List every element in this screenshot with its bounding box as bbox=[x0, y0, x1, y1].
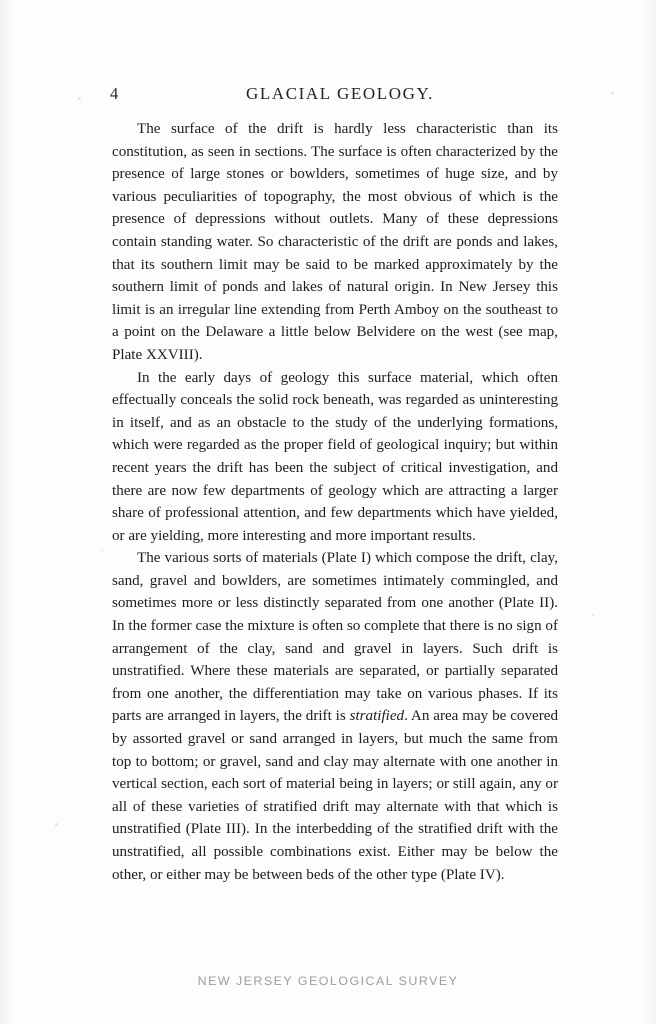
paragraph: The surface of the drift is hardly less characteristic than its constitution, as seen in sections. The surface is often characterized by the presence of large stones or bowlders, sometimes of huge size, and by various peculiarities of topography, the most obvious of which is the presence of depressions without outlets. Many of these depressions contain standing water. So characteristic of the drift are ponds and lakes, that its southern limit may be said to be marked approximately by the southern limit of ponds and lakes of natural origin. In New Jersey this limit is an irregular line extending from Perth Amboy on the southeast to a point on the Delaware a little below Belvidere on the west (see map, Plate XXVIII). bbox=[112, 121, 558, 363]
paragraph bbox=[112, 547, 558, 886]
page-number: 4 bbox=[110, 84, 119, 103]
body-text bbox=[112, 118, 558, 886]
page-footer: NEW JERSEY GEOLOGICAL SURVEY bbox=[197, 974, 459, 988]
page-edge-shadow-left bbox=[0, 0, 14, 1024]
paragraph-segment-italic: stratified bbox=[349, 708, 405, 725]
page-edge-shadow-right bbox=[642, 0, 656, 1024]
page-header bbox=[110, 84, 570, 106]
paragraph: In the early days of geology this surface material, which often effectually conceals the solid rock beneath, was regarded as uninteresting in itself, and as an obstacle to the study of the underlying formations, which were regarded as the proper field of geological inquiry; but within recent years the drift has been the subject of critical investigation, and there are now few departments of geology which are attracting a larger share of professional attention, and few departments which have yielded, or are yielding, more interesting and more important results. bbox=[112, 369, 558, 544]
running-head: GLACIAL GEOLOGY. bbox=[245, 84, 435, 103]
paragraph-segment: . An area may be covered by assorted gravel or sand arranged in layers, but much the same from top to bottom; or gravel, sand and clay may alternate with one another in vertical section, each sort of material being in layers; or still again, any or all of these varieties of stratified drift may alternate with that which is unstratified (Plate III). In the interbedding of the stratified drift with the unstratified, all possible combinations exist. Either may be below the other, or either may be between beds of the other type (Plate IV). bbox=[112, 708, 558, 883]
paper-speckle bbox=[101, 549, 103, 551]
paper-speckle bbox=[78, 97, 81, 100]
paragraph-segment: The various sorts of materials (Plate I) which compose the drift, clay, sand, gravel and bowlders, are sometimes intimately commingled, and sometimes more or less distinctly separated from one another (Plate II). In the former case the mixture is often so complete that there is no sign of arrangement of the clay, sand and gravel in layers. Such drift is unstratified. Where these materials are separated, or partially separated from one another, the differentiation may take on various phases. If its parts are arranged in layers, the drift is bbox=[112, 550, 558, 725]
paper-speckle bbox=[611, 92, 614, 95]
paper-speckle bbox=[592, 614, 594, 616]
paper-speckle bbox=[55, 823, 58, 826]
